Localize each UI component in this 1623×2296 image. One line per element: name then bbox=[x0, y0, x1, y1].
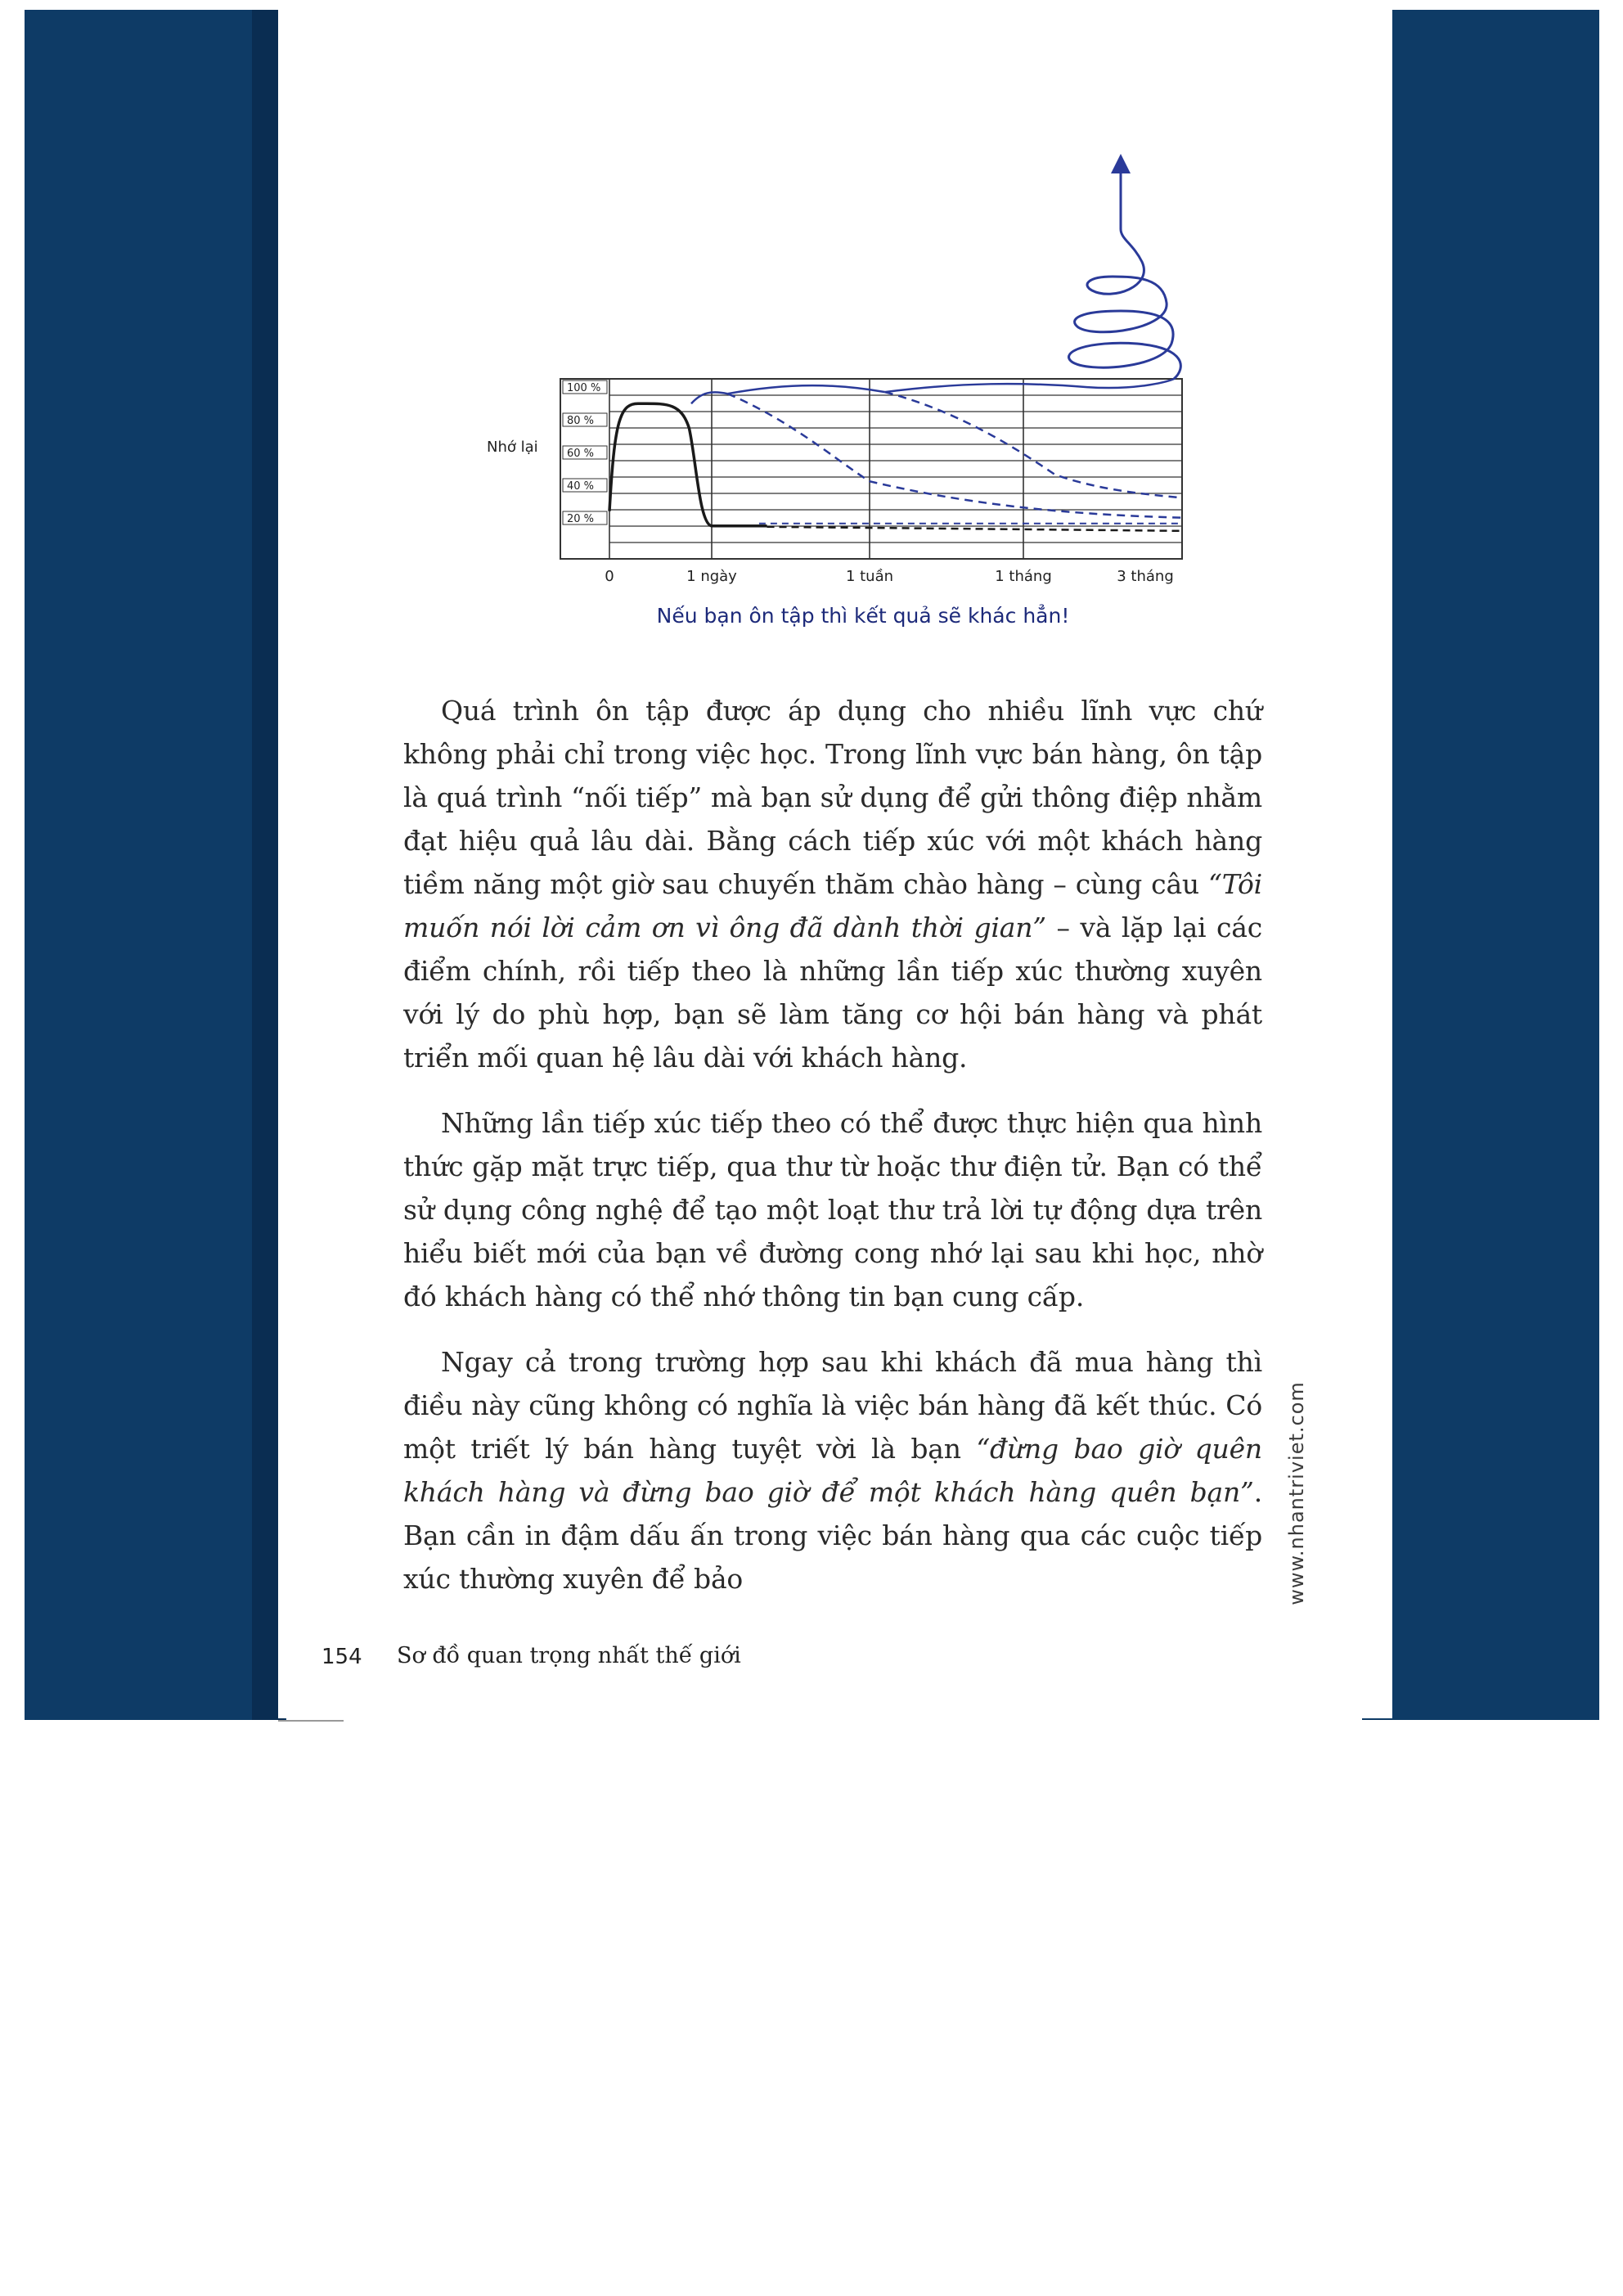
book-title: Sơ đồ quan trọng nhất thế giới bbox=[397, 1643, 741, 1668]
paragraph-2 bbox=[403, 1101, 1262, 1318]
x-tick-label: 1 tuần bbox=[845, 568, 894, 585]
spiral-line bbox=[1069, 164, 1181, 379]
chart-caption: Nếu bạn ôn tập thì kết quả sẽ khác hẳn! bbox=[656, 604, 1070, 628]
paragraph-3-run-3: . Bạn cần in đậm dấu ấn trong việc bán hàng qua các cuộc tiếp xúc thường xuyên để bảo bbox=[403, 1476, 1262, 1595]
memory-curve-svg bbox=[466, 147, 1317, 655]
y-tick-label: 80 % bbox=[567, 415, 595, 427]
y-tick-label: 40 % bbox=[567, 480, 595, 493]
review-curve-3-arc bbox=[885, 379, 1175, 392]
page-number: 154 bbox=[321, 1645, 362, 1669]
paragraph-3-run-1: Ngay cả trong trường hợp sau khi khách đã mua hàng thì điều này cũng không có nghĩa là việc bán hàng đã kết thúc. Có một triết lý bán hàng tuyệt vời là bạn bbox=[403, 1346, 1262, 1465]
x-tick-label: 0 bbox=[605, 568, 614, 585]
x-tick-label: 1 tháng bbox=[995, 568, 1052, 585]
y-tick-label: 20 % bbox=[567, 513, 595, 525]
paragraph-1 bbox=[403, 689, 1262, 1079]
review-curve-2-decline bbox=[885, 392, 1182, 497]
x-tick-label: 3 tháng bbox=[1117, 568, 1174, 585]
memory-curve-chart bbox=[466, 147, 1317, 655]
review-curve-2-arc bbox=[727, 385, 885, 394]
right-background-band bbox=[1362, 10, 1599, 1720]
y-axis-label: Nhớ lại bbox=[487, 439, 538, 456]
chart-frame bbox=[560, 379, 1182, 559]
paragraph-1-run-1: Quá trình ôn tập được áp dụng cho nhiều lĩnh vực chứ không phải chỉ trong việc học. Trong lĩnh vực bán hàng, ôn tập là quá trình “nối tiếp” mà bạn sử dụng để gửi thông điệp nhằm đạt hiệu quả lâu dài. Bằng cách tiếp xúc với một khách hàng tiềm năng một giờ sau chuyến thăm chào hàng – cùng câu bbox=[403, 695, 1262, 900]
left-background-band bbox=[25, 10, 286, 1720]
review-curve-1-decline bbox=[727, 394, 1182, 518]
side-url-text: www.nhantriviet.com bbox=[1285, 1381, 1308, 1605]
paragraph-3-run-2: “đừng bao giờ quên khách hàng và đừng bao giờ để một khách hàng quên bạn” bbox=[403, 1433, 1262, 1508]
body-text bbox=[403, 689, 1262, 1623]
side-url bbox=[1272, 1362, 1321, 1624]
y-tick-label: 100 % bbox=[567, 382, 601, 394]
paragraph-2-run-1: Những lần tiếp xúc tiếp theo có thể được thực hiện qua hình thức gặp mặt trực tiếp, qua thư từ hoặc thư điện tử. Bạn có thể sử dụng công nghệ để tạo một loạt thư trả lời tự động dựa trên hiểu biết mới của bạn về đường cong nhớ lại sau khi học, nhờ đó khách hàng có thể nhớ thông tin bạn cung cấp. bbox=[403, 1107, 1262, 1312]
paragraph-1-run-2: “Tôi muốn nói lời cảm ơn vì ông đã dành thời gian” bbox=[403, 868, 1262, 943]
paragraph-1-run-3: – và lặp lại các điểm chính, rồi tiếp theo là những lần tiếp xúc thường xuyên với lý do phù hợp, bạn sẽ làm tăng cơ hội bán hàng và phát triển mối quan hệ lâu dài với khách hàng. bbox=[403, 912, 1263, 1074]
page-bottom-rule bbox=[278, 1720, 344, 1722]
x-tick-label: 1 ngày bbox=[686, 568, 737, 585]
spiral-arrowhead bbox=[1111, 154, 1131, 173]
paragraph-3 bbox=[403, 1340, 1262, 1600]
y-tick-label: 60 % bbox=[567, 448, 595, 460]
forgetting-curve-line bbox=[609, 403, 767, 526]
forgetting-curve-tail bbox=[767, 527, 1182, 531]
review-curve-1-arc bbox=[691, 392, 727, 403]
